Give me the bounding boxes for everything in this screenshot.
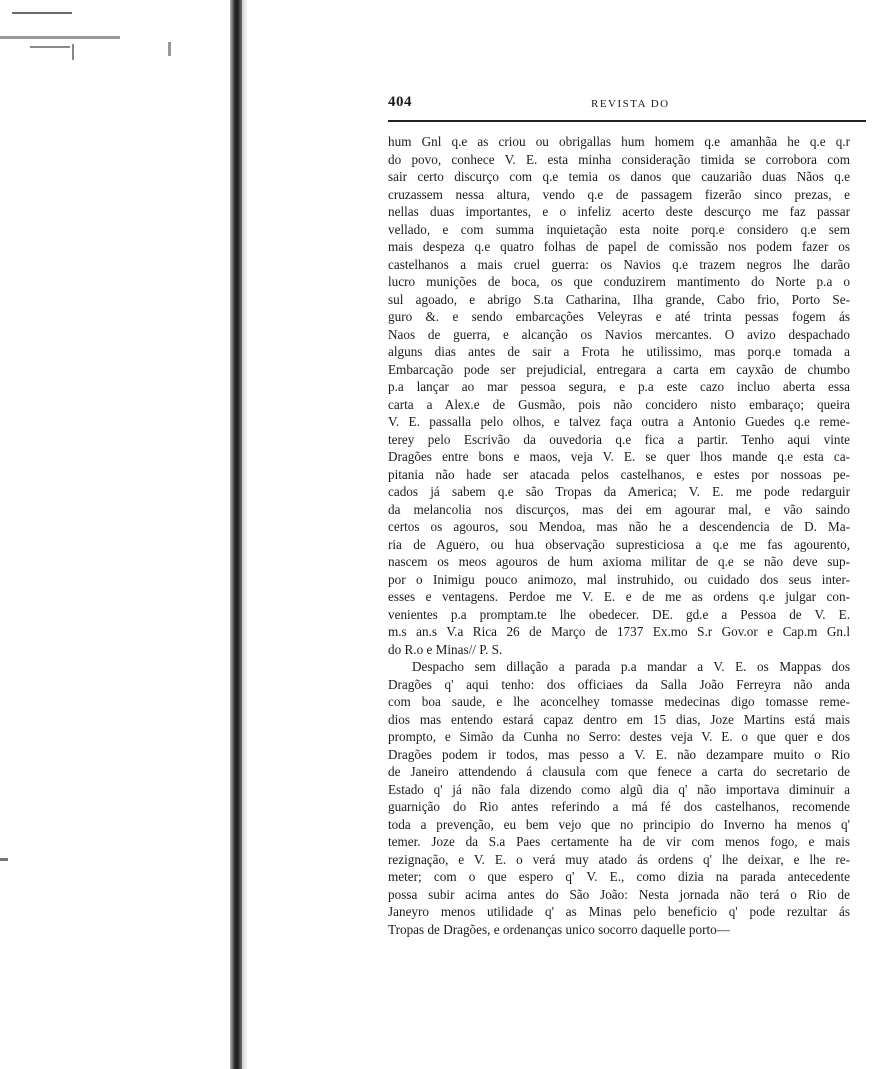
text-line: Tropas de Dragões, e ordenanças unico socorro daquelle porto— — [388, 921, 730, 937]
text-line: guro &. e sendo embarcações Veleyras e até trinta pessas fogem ás — [388, 309, 850, 324]
header-rule — [388, 120, 866, 122]
text-line: V. E. passalla pelo olhos, e talvez faça outra a Antonio Guedes q.e reme- — [388, 414, 850, 429]
text-line: Naos de guerra, e alcanção os Navios mercantes. O avizo despachado — [388, 326, 850, 342]
running-head: REVISTA DO — [591, 98, 670, 110]
text-line: mais despeza q.e quatro folhas de papel de comissão nos podem fazer os — [388, 239, 850, 254]
scan-speck — [0, 36, 120, 39]
facing-page-margin — [0, 0, 237, 1069]
paragraph — [388, 658, 850, 938]
body-text — [388, 133, 850, 938]
scan-speck — [168, 42, 171, 56]
text-line: prompto, e Simão da Cunha no Serro: destes veja V. E. o que quer e dos — [388, 729, 850, 744]
text-line: possa subir acima antes do São João: Nesta jornada não terá o Rio de — [388, 886, 850, 902]
text-line: dios mas entendo estará capaz dentro em 15 dias, Joze Martins está mais — [388, 711, 850, 727]
text-line: com boa saude, e lhe aconcelhey tomasse medecinas digo tomasse reme- — [388, 694, 850, 709]
text-line: ria de Aguero, ou hua observação supresticiosa a q.e me fas agourento, — [388, 536, 850, 552]
text-line: Estado q' já não fala dizendo como algũ dia q' não importava diminuir a — [388, 781, 850, 797]
text-line: lucro munições de boca, os que conduzirem mantimento do Norte p.a o — [388, 274, 850, 289]
text-line: meter; com o que espero q' V. E., como dizia na parada antecedente — [388, 869, 850, 884]
scan-speck — [72, 44, 74, 60]
text-line: alguns dias antes de sair a Frota he utilissimo, mas porq.e tomada a — [388, 344, 850, 359]
text-line: Despacho sem dillação a parada p.a mandar a V. E. os Mappas dos — [412, 659, 850, 674]
scan-speck — [30, 46, 70, 48]
text-line: Janeyro menos utilidade q' as Minas pelo beneficio q' pode rezultar ás — [388, 904, 850, 919]
text-line: do R.o e Minas// P. S. — [388, 641, 503, 657]
paragraph — [388, 133, 850, 658]
text-line: sul agoado, e abrigo S.ta Catharina, Ilha grande, Cabo frio, Porto Se- — [388, 291, 850, 307]
text-line: cruzassem nessa altura, vendo q.e de passagem fizerão sinco prezas, e — [388, 186, 850, 202]
text-line: vellado, e com summa inquietação esta noite porq.e considero q.e sem — [388, 221, 850, 237]
text-line: por o Inimigu pouco animozo, mal instruhido, ou cuidado dos seus inter- — [388, 571, 850, 587]
text-line: hum Gnl q.e as criou ou obrigallas hum homem q.e amanhãa he q.e q.r — [388, 134, 850, 149]
text-line: toda a prevenção, eu bem vejo que no principio do Inverno ha menos q' — [388, 816, 850, 832]
text-line: Dragões q' aqui tenho: dos officiaes da Salla João Ferreyra não anda — [388, 676, 850, 692]
text-line: de Janeiro attendendo á clausula com que fenece a carta do secretario de — [388, 764, 850, 779]
text-line: m.s an.s V.a Rica 26 de Março de 1737 Ex.mo S.r Gov.or e Cap.m Gn.l — [388, 624, 850, 639]
text-line: guarnição do Rio antes referindo a má fé dos castelhanos, recomende — [388, 799, 850, 814]
text-line: Embarcação pode ser prejudicial, entregara a carta em cayxão de chumbo — [388, 361, 850, 377]
text-line: castelhanos a mais cruel guerra: os Navios q.e trazem negros lhe darão — [388, 256, 850, 272]
text-line: do povo, conhece V. E. esta minha consideração timida se corrobora com — [388, 151, 850, 167]
text-line: cados já sabem q.e são Tropas da America; V. E. me pode redarguir — [388, 484, 850, 499]
text-line: temer. Joze da S.a Paes certamente ha de vir com menos fogo, e mais — [388, 834, 850, 849]
text-line: sair certo discurço com q.e temia os danos que cauzarião duas Nãos q.e — [388, 169, 850, 184]
page-number: 404 — [388, 94, 412, 110]
text-line: Dragões podem ir todos, mas pesso a V. E. não dezampare muito o Rio — [388, 746, 850, 762]
text-line: carta a Alex.e de Gusmão, pois não concidero nisto embaraço; queira — [388, 396, 850, 412]
text-line: p.a lançar ao mar pessoa segura, e p.a este cazo incluo aberta essa — [388, 379, 850, 394]
text-line: nascem os meos agouros de hum axioma militar de q.e se não deve sup- — [388, 554, 850, 569]
page-header — [388, 94, 866, 116]
text-line: pitania não hade ser atacada pelos castelhanos, e estes por nossoas pe- — [388, 466, 850, 482]
text-line: da melancolia nos discurços, mas dei em agourar mal, e vão saindo — [388, 501, 850, 517]
text-line: Dragões entre bons e maos, veja V. E. se quer lhos mande q.e esta ca- — [388, 449, 850, 464]
scan-speck — [0, 858, 8, 861]
book-gutter — [230, 0, 242, 1069]
scan-speck — [12, 12, 72, 14]
text-line: certos os agouros, sou Mendoa, mas não he a descendencia de D. Ma- — [388, 519, 850, 534]
gutter-shadow — [242, 0, 248, 1069]
text-line: esses e ventagens. Perdoe me V. E. e de me as ordens q.e julgar con- — [388, 589, 850, 604]
text-line: terey pelo Escrivão da ouvedoria q.e fica a partir. Tenho aqui vinte — [388, 431, 850, 447]
text-line: nellas duas importantes, e o infeliz acerto deste descurço me faz passar — [388, 204, 850, 219]
text-line: venientes p.a promptam.te lhe obedecer. DE. gd.e a Pessoa de V. E. — [388, 606, 850, 622]
text-line: rezignação, e V. E. o verá muy atado ás ordens q' lhe deixar, e lhe re- — [388, 851, 850, 867]
